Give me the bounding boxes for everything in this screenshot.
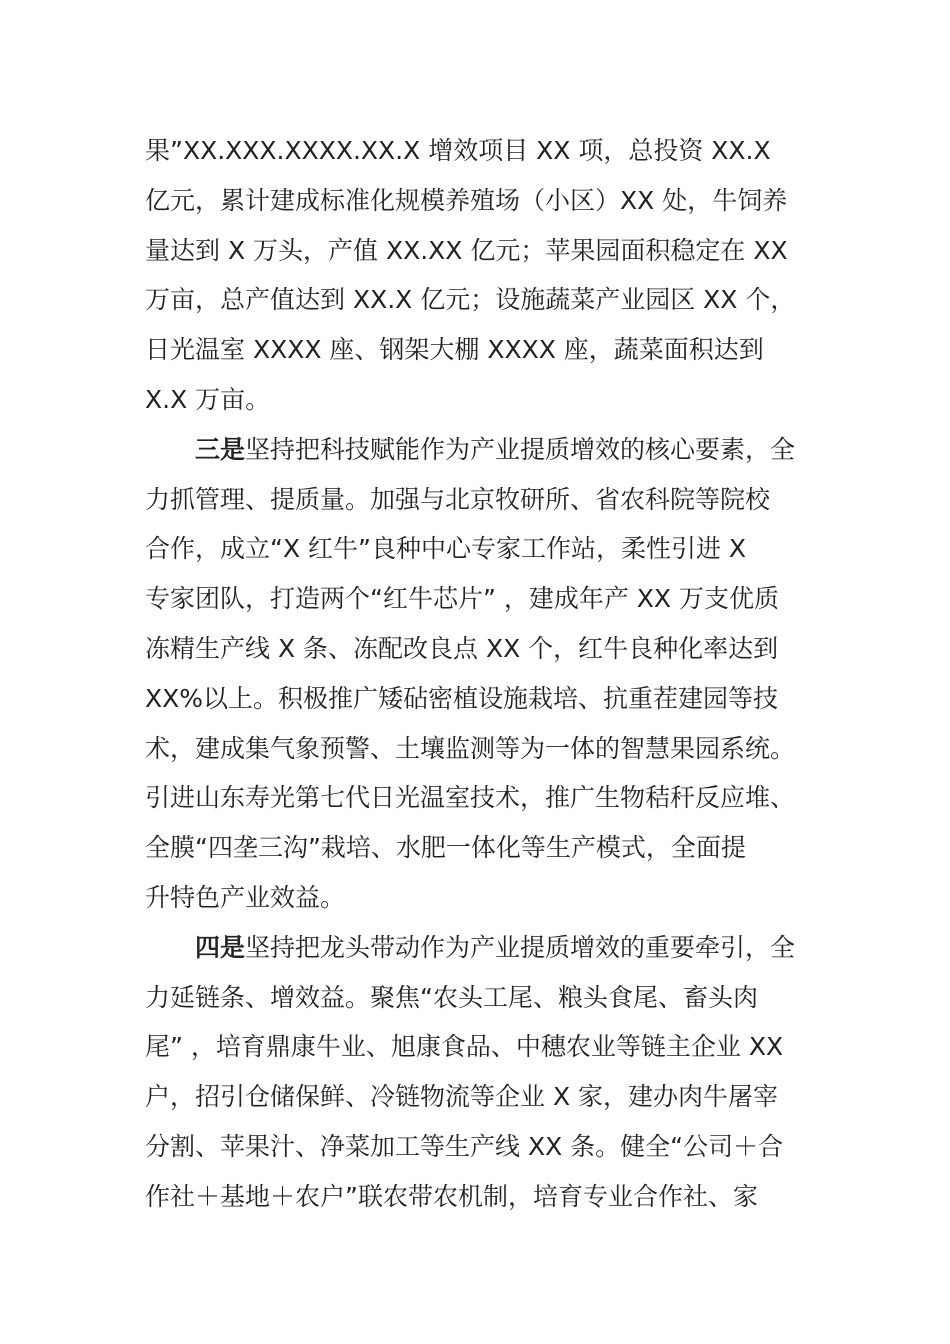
paragraph-line: XX%以上。积极推广矮砧密植设施栽培、抗重茬建园等技 [145,683,779,713]
paragraph-3 [145,923,807,1222]
paragraph-line: 升特色产业效益。 [145,882,346,912]
paragraph-first-line [145,425,807,475]
paragraph-line: 专家团队，打造两个“红牛芯片” ，建成年产 XX 万支优质 [145,584,779,614]
paragraph-line: 户，招引仓储保鲜、冷链物流等企业 X 家，建办肉牛屠宰 [145,1082,779,1112]
paragraph-line: 合作，成立“X 红牛”良种中心专家工作站，柔性引进 X [145,534,747,564]
paragraph-first-line [145,923,807,973]
paragraph-lead: 四是 [195,932,246,962]
document-body [145,126,807,1222]
paragraph-1 [145,126,807,425]
paragraph-line: 亿元，累计建成标准化规模养殖场（小区）XX 处，牛饲养 [145,185,788,215]
paragraph-line: 力抓管理、提质量。加强与北京牧研所、省农科院等院校 [145,484,771,514]
paragraph-line: 冻精生产线 X 条、冻配改良点 XX 个，红牛良种化率达到 [145,633,779,663]
paragraph-line: 引进山东寿光第七代日光温室技术，推广生物秸秆反应堆、 [145,783,796,813]
paragraph-line: 果”XX.XXX.XXXX.XX.X 增效项目 XX 项，总投资 XX.X [145,136,771,165]
paragraph-line-rest: 坚持把龙头带动作为产业提质增效的重要牵引，全 [245,932,796,962]
paragraph-line: X.X 万亩。 [145,384,271,414]
paragraph-line: 术，建成集气象预警、土壤监测等为一体的智慧果园系统。 [145,733,796,763]
paragraph-lead: 三是 [195,434,246,464]
paragraph-2 [145,425,807,923]
paragraph-line: 万亩，总产值达到 XX.X 亿元；设施蔬菜产业园区 XX 个， [145,285,796,315]
paragraph-line: 尾” ，培育鼎康牛业、旭康食品、中穗农业等链主企业 XX [145,1032,784,1062]
paragraph-line-rest: 坚持把科技赋能作为产业提质增效的核心要素，全 [245,434,796,464]
paragraph-line: 分割、苹果汁、净菜加工等生产线 XX 条。健全“公司＋合 [145,1131,784,1161]
paragraph-line: 日光温室 XXXX 座、钢架大棚 XXXX 座，蔬菜面积达到 [145,335,764,365]
paragraph-line: 作社＋基地＋农户”联农带农机制，培育专业合作社、家 [145,1181,758,1211]
paragraph-line: 全膜“四垄三沟”栽培、水肥一体化等生产模式，全面提 [145,833,746,863]
paragraph-line: 量达到 X 万头，产值 XX.XX 亿元；苹果园面积稳定在 XX [145,235,788,265]
paragraph-line: 力延链条、增效益。聚焦“农头工尾、粮头食尾、畜头肉 [145,982,758,1012]
